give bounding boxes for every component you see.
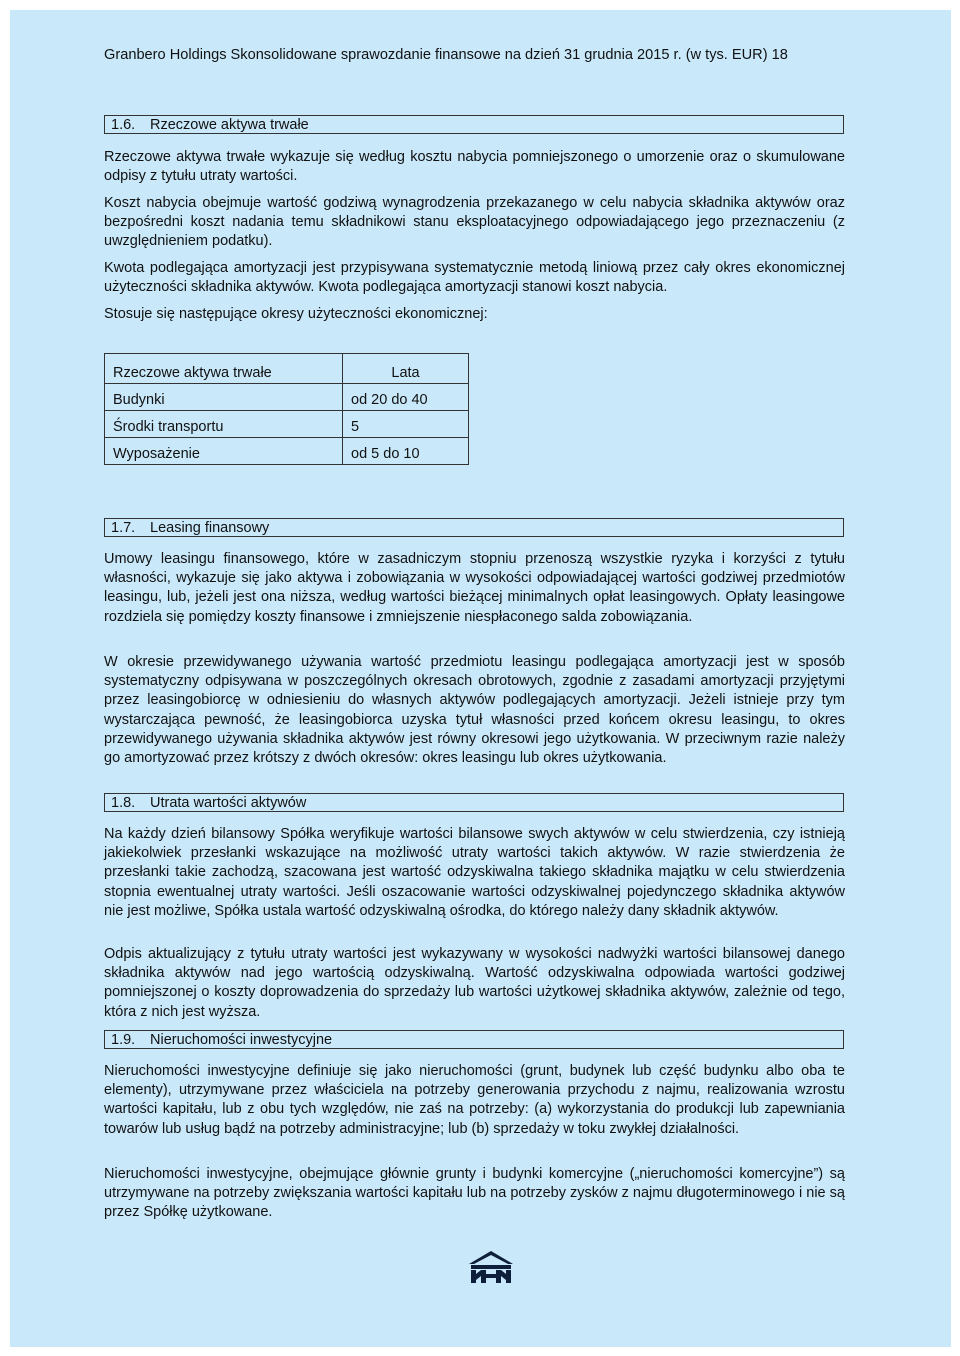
useful-life-table	[104, 353, 469, 465]
paragraph: Nieruchomości inwestycyjne, obejmujące głównie grunty i budynki komercyjne („nieruchomości komercyjne”) są utrzymywane na potrzeby zwiększania wartości kapitału lub na potrzeby zysków z najmu długoterminowego i nie są przez Spółkę użytkowane.	[104, 1166, 845, 1221]
section-heading-1-9	[104, 1030, 844, 1049]
paragraph: Koszt nabycia obejmuje wartość godziwą wynagrodzenia przekazanego w celu nabycia składnika aktywów oraz bezpośredni koszt nadania temu składnikowi stanu eksploatacyjnego odpowiadającego jego przeznaczeniu (z uwzględnieniem podatku).	[104, 195, 845, 250]
table-cell: Budynki	[105, 384, 343, 411]
paragraph: Umowy leasingu finansowego, które w zasadniczym stopniu przenoszą wszystkie ryzyka i korzyści z tytułu własności, wykazuje się jako aktywa i zobowiązania w wysokości odpowiadającej wartości godziwej przedmiotów leasingu, lub, jeżeli jest ona niższa, według wartości bieżącej minimalnych opłat leasingowych. Opłaty leasingowe rozdziela się pomiędzy koszty finansowe i zmniejszenie niespłaconego salda zobowiązania.	[104, 551, 845, 625]
table-row	[105, 438, 469, 465]
paragraph: W okresie przewidywanego używania wartość przedmiotu leasingu podlegająca amortyzacji jest w sposób systematyczny odpisywana w poszczególnych okresach obrotowych, zgodnie z zasadami amortyzacji przyjętymi przez leasingobiorcę w odniesieniu do własnych aktywów podlegających amortyzacji. Jeżeli istnieje przy tym wystarczająca pewność, że leasingobiorca uzyska tytuł własności przed końcem okresu leasingu, to okres przewidywanego używania składnika aktywów jest równy okresowi jego użytkowania. W przeciwnym razie należy go amortyzować przez krótszy z dwóch okresów: okres leasingu lub okres użytkowania.	[104, 654, 845, 767]
table-cell: Wyposażenie	[105, 438, 343, 465]
table-cell: od 20 do 40	[343, 384, 469, 411]
paragraph: Rzeczowe aktywa trwałe wykazuje się według kosztu nabycia pomniejszonego o umorzenie oraz o skumulowane odpisy z tytułu utraty wartości.	[104, 149, 845, 185]
page-header: Granbero Holdings Skonsolidowane sprawozdanie finansowe na dzień 31 grudnia 2015 r. (w tys. EUR) 18	[104, 47, 788, 63]
table-header-row	[105, 354, 469, 384]
paragraph: Na każdy dzień bilansowy Spółka weryfikuje wartości bilansowe swych aktywów w celu stwierdzenia, czy istnieją jakiekolwiek przesłanki wskazujące na możliwość utraty wartości takich aktywów. W razie stwierdzenia że przesłanki takie zachodzą, szacowana jest wartość odzyskiwalna takiego składnika majątku w celu stwierdzenia stopnia ewentualnej utraty wartości. Jeśli oszacowanie wartości odzyskiwalnej pojedynczego składnika aktywów nie jest możliwe, Spółka ustala wartość odzyskiwalną ośrodka, do którego należy dany składnik aktywów.	[104, 826, 845, 919]
paragraph: Stosuje się następujące okresy użyteczności ekonomicznej:	[104, 306, 488, 322]
section-number: 1.7.	[111, 520, 136, 536]
company-logo-icon	[468, 1250, 514, 1284]
table-cell: 5	[343, 411, 469, 438]
table-row	[105, 384, 469, 411]
table-cell: Środki transportu	[105, 411, 343, 438]
table-row	[105, 411, 469, 438]
section-heading-1-7	[104, 518, 844, 537]
section-title: Nieruchomości inwestycyjne	[150, 1032, 333, 1048]
section-number: 1.9.	[111, 1032, 136, 1048]
section-number: 1.8.	[111, 795, 136, 811]
section-number: 1.6.	[111, 117, 136, 133]
section-heading-1-6	[104, 115, 844, 134]
table-header-cell: Lata	[343, 354, 469, 384]
paragraph: Kwota podlegająca amortyzacji jest przypisywana systematycznie metodą liniową przez cały okres ekonomicznej użyteczności składnika aktywów. Kwota podlegająca amortyzacji stanowi koszt nabycia.	[104, 260, 845, 296]
paragraph: Nieruchomości inwestycyjne definiuje się jako nieruchomości (grunt, budynek lub część budynku albo oba te elementy), utrzymywane przez właściciela na potrzeby generowania przychodu z najmu, realizowania wzrostu wartości kapitału, lub z obu tych względów, nie zaś na potrzeby: (a) wykorzystania do produkcji lub zapewniania towarów lub usług bądź na potrzeby administracyjne; lub (b) sprzedaży w toku zwykłej działalności.	[104, 1063, 845, 1137]
paragraph: Odpis aktualizujący z tytułu utraty wartości jest wykazywany w wysokości nadwyżki wartości bilansowej danego składnika aktywów nad jego wartością odzyskiwalną. Wartość odzyskiwalna odpowiada wartości godziwej pomniejszonej o koszty doprowadzenia do sprzedaży lub wartości użytkowej składnika aktywów, zależnie od tego, która z nich jest wyższa.	[104, 946, 845, 1020]
section-title: Utrata wartości aktywów	[150, 795, 307, 811]
section-title: Leasing finansowy	[150, 520, 270, 536]
section-heading-1-8	[104, 793, 844, 812]
table-cell: od 5 do 10	[343, 438, 469, 465]
section-title: Rzeczowe aktywa trwałe	[150, 117, 309, 133]
table-header-cell: Rzeczowe aktywa trwałe	[105, 354, 343, 384]
